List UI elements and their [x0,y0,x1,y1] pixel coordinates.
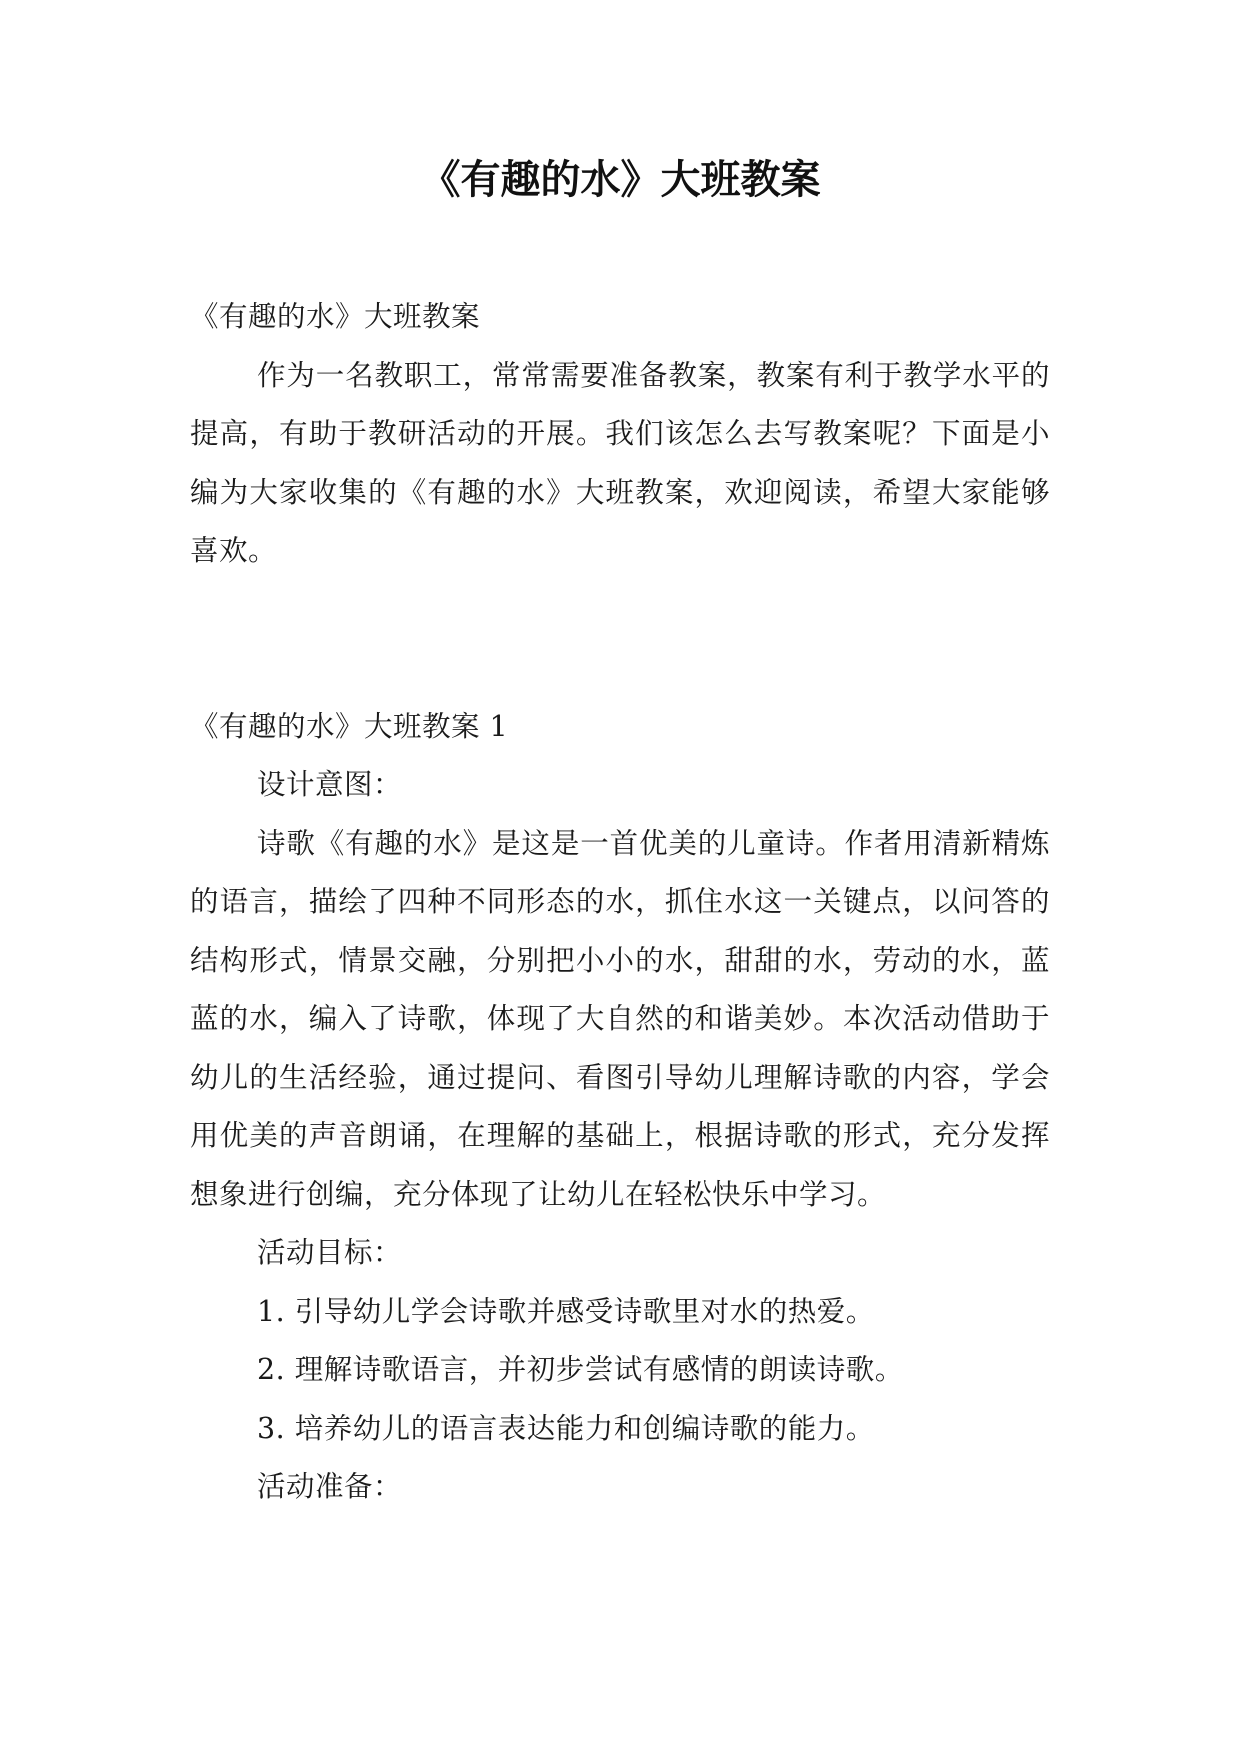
document-subtitle: 《有趣的水》大班教案 [190,300,481,333]
goal-item-3: 3. 培养幼儿的语言表达能力和创编诗歌的能力。 [256,1411,875,1445]
goal-item-1: 1. 引导幼儿学会诗歌并感受诗歌里对水的热爱。 [256,1294,875,1328]
intro-paragraph: 作为一名教职工，常常需要准备教案，教案有利于教学水平的提高，有助于教研活动的开展。我们该怎么去写教案呢？下面是小编为大家收集的《有趣的水》大班教案，欢迎阅读，希望大家能够喜欢。 [190,358,1050,567]
section-spacer [190,581,1050,698]
design-intent-paragraph: 诗歌《有趣的水》是这是一首优美的儿童诗。作者用清新精炼的语言，描绘了四种不同形态的水，抓住水这一关键点，以问答的结构形式，情景交融，分别把小小的水，甜甜的水，劳动的水，蓝蓝的水，编入了诗歌，体现了大自然的和谐美妙。本次活动借助于幼儿的生活经验，通过提问、看图引导幼儿理解诗歌的内容，学会用优美的声音朗诵，在理解的基础上，根据诗歌的形式，充分发挥想象进行创编，充分体现了让幼儿在轻松快乐中学习。 [190,826,1050,1211]
document-body [190,288,1050,1517]
document-title: 《有趣的水》大班教案 [420,157,821,203]
section-title: 《有趣的水》大班教案 1 [190,709,509,743]
design-intent-label: 设计意图： [256,768,402,801]
prep-label: 活动准备： [256,1470,402,1503]
goals-label: 活动目标： [256,1236,402,1269]
goal-item-2: 2. 理解诗歌语言，并初步尝试有感情的朗读诗歌。 [256,1353,904,1386]
